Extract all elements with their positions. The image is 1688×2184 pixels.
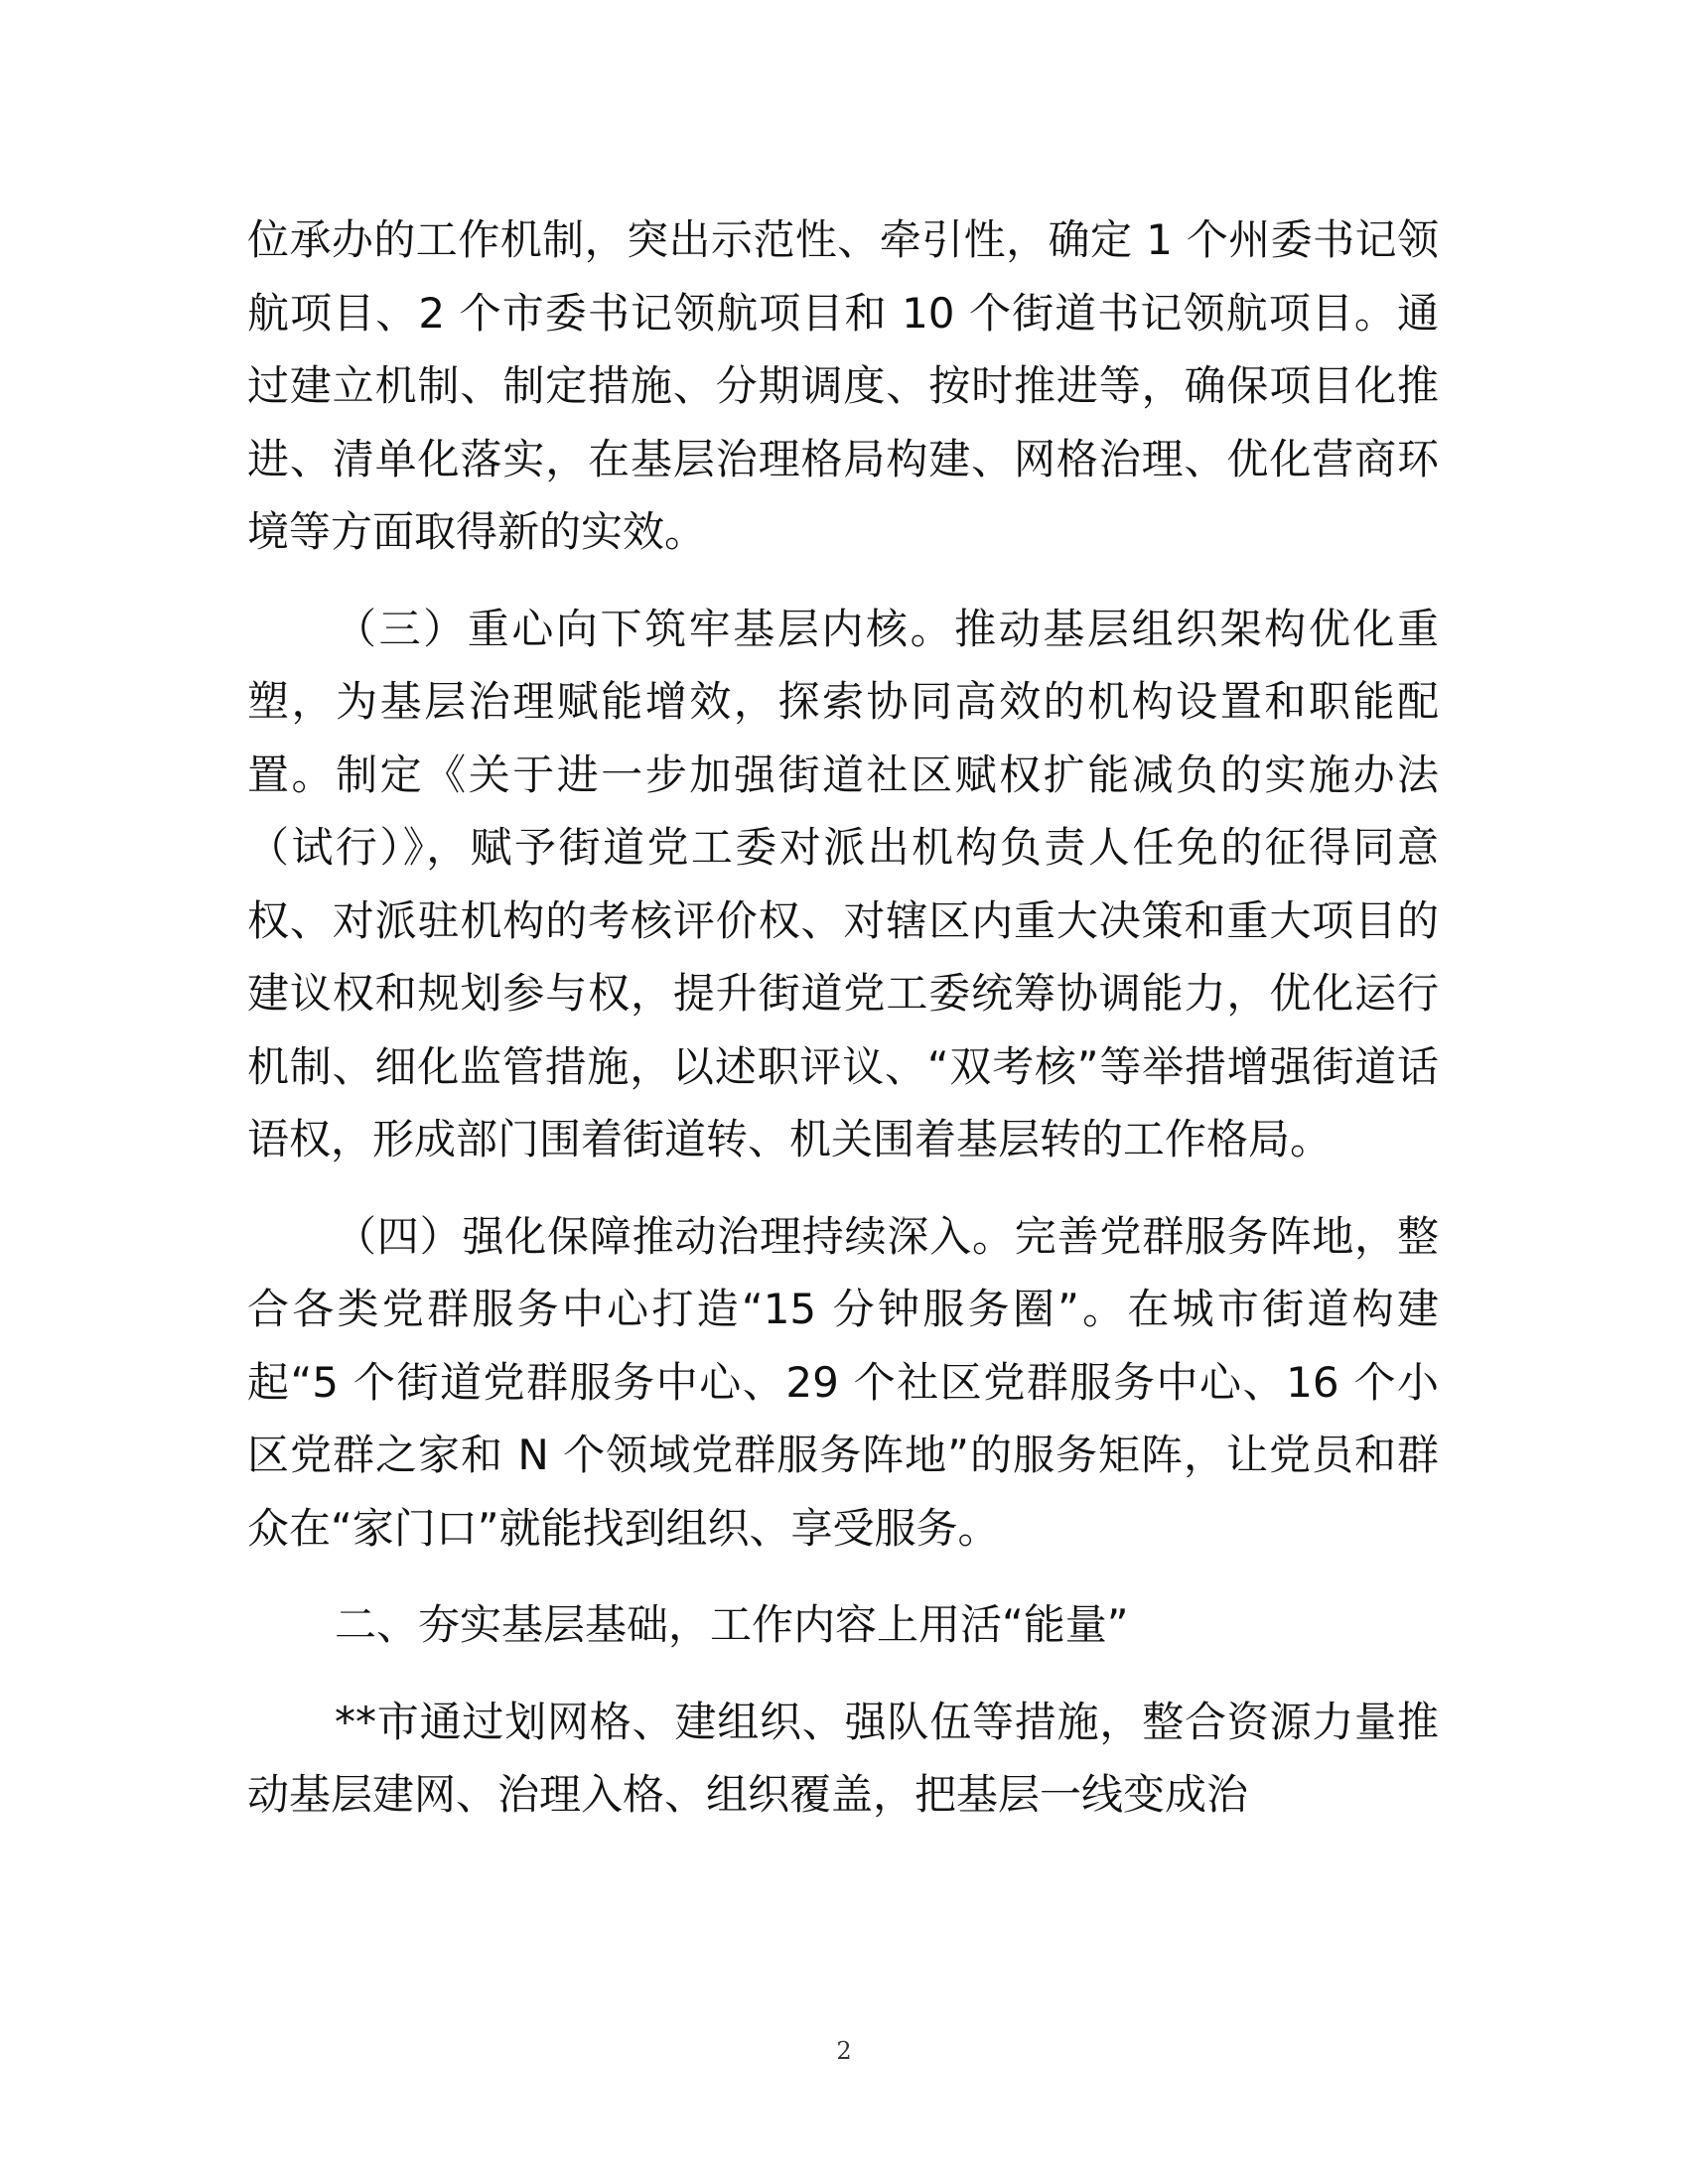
paragraph-continuation: 位承办的工作机制，突出示范性、牵引性，确定 1 个州委书记领航项目、2 个市委书记领航项目和 10 个街道书记领航项目。通过建立机制、制定措施、分期调度、按时推进等，确保项目化推进、清单化落实，在基层治理格局构建、网格治理、优化营商环境等方面取得新的实效。 <box>247 215 1439 556</box>
paragraph-section-two-intro: **市通过划网格、建组织、强队伍等措施，整合资源力量推动基层建网、治理入格、组织覆盖，把基层一线变成治 <box>247 1697 1439 1819</box>
document-page <box>247 204 1439 1832</box>
paragraph-section-three: （三）重心向下筑牢基层内核。推动基层组织架构优化重塑，为基层治理赋能增效，探索协同高效的机构设置和职能配置。制定《关于进一步加强街道社区赋权扩能减负的实施办法（试行）》，赋予街道党工委对派出机构负责人任免的征得同意权、对派驻机构的考核评价权、对辖区内重大决策和重大项目的建议权和规划参与权，提升街道党工委统筹协调能力，优化运行机制、细化监管措施，以述职评议、“双考核”等举措增强街道话语权，形成部门围着街道转、机关围着基层转的工作格局。 <box>247 604 1439 1163</box>
page-number: 2 <box>836 2037 852 2065</box>
section-heading-two: 二、夯实基层基础，工作内容上用活“能量” <box>335 1600 1129 1649</box>
paragraph-section-four: （四）强化保障推动治理持续深入。完善党群服务阵地，整合各类党群服务中心打造“15 分钟服务圈”。在城市街道构建起“5 个街道党群服务中心、29 个社区党群服务中心、16 个小区党群之家和 N 个领域党群服务阵地”的服务矩阵，让党员和群众在“家门口”就能找到组织、享受服务。 <box>247 1211 1439 1553</box>
